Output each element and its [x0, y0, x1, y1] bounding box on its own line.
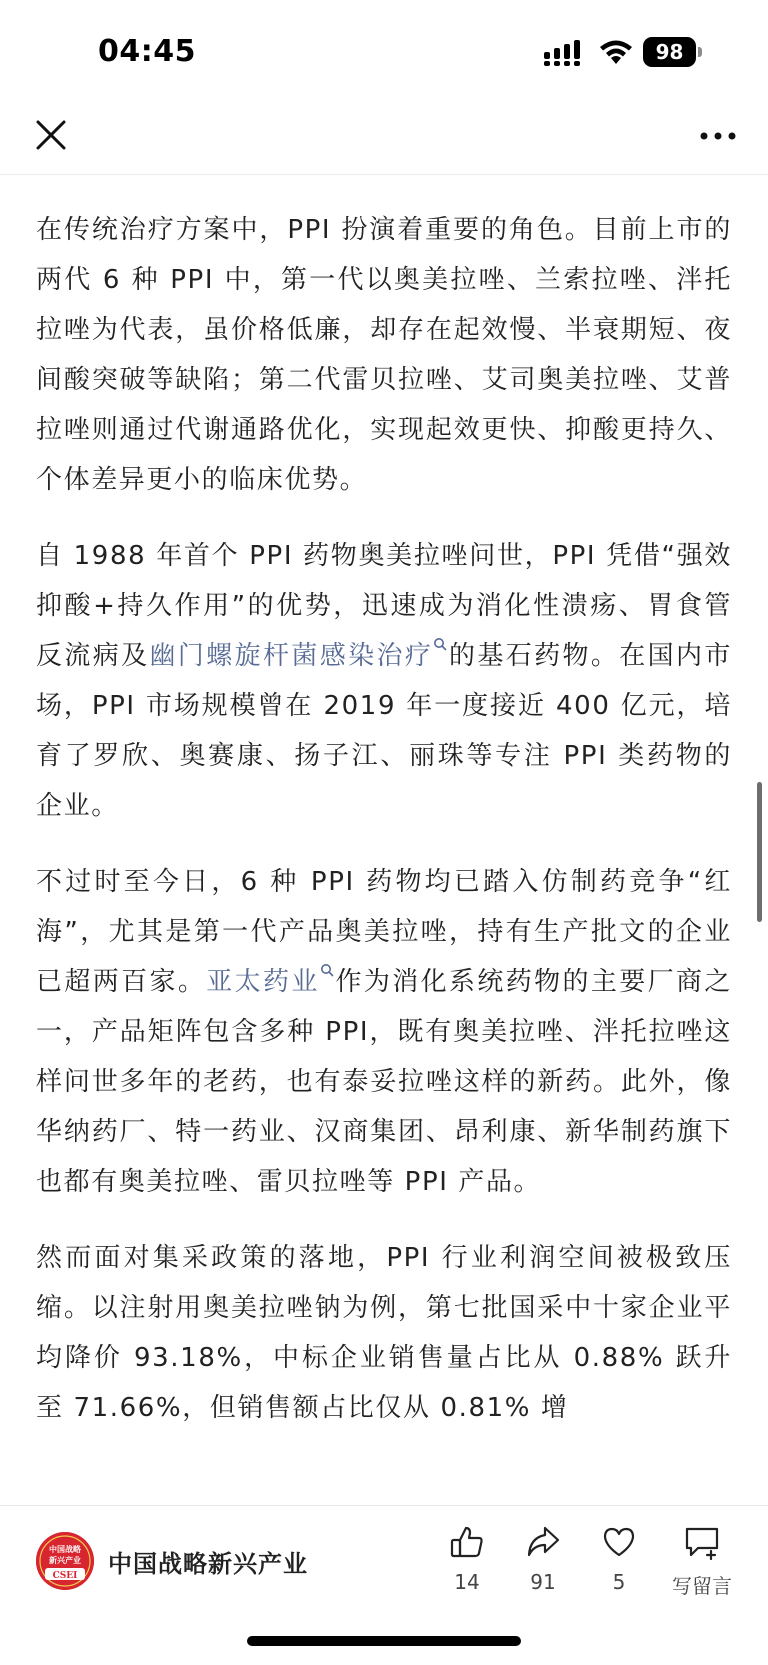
battery-icon — [643, 37, 703, 67]
status-time: 04:45 — [98, 34, 196, 69]
scrollbar-thumb[interactable] — [757, 782, 762, 922]
paragraph-3-text-b: 作为消化系统药物的主要厂商之一，产品矩阵包含多种 PPI，既有奥美拉唑、泮托拉唑这样问世多年的老药，也有泰妥拉唑这样的新药。此外，像华纳药厂、特一药业、汉商集团、昂利康、新华制药旗下也都有奥美拉唑、雷贝拉唑等 PPI 产品。 — [36, 967, 732, 1197]
heart-button[interactable] — [584, 1524, 654, 1594]
heart-icon — [601, 1524, 637, 1560]
signal-icon — [544, 40, 584, 66]
link-h-pylori-treatment[interactable]: 幽门螺旋杆菌感染治疗 — [149, 641, 434, 671]
close-icon[interactable] — [34, 118, 68, 152]
home-indicator[interactable] — [247, 1636, 521, 1646]
status-bar — [0, 0, 768, 100]
account-name[interactable]: 中国战略新兴产业 — [108, 1550, 308, 1578]
comment-icon — [682, 1524, 722, 1560]
logo-text-1: 中国战略 — [49, 1545, 81, 1554]
logo-text-3: CSEI — [52, 1571, 78, 1581]
paragraph-2-text-a: 自 1988 年首个 PPI 药物奥美拉唑问世，PPI 凭借“强效抑酸+持久作用”的优势，迅速成为消化性溃疡、胃食管反流病及 — [36, 541, 732, 671]
comment-button[interactable] — [662, 1524, 742, 1599]
logo-text-2: 新兴产业 — [49, 1556, 81, 1565]
thumbs-up-icon — [449, 1524, 485, 1560]
share-count: 91 — [530, 1570, 556, 1594]
paragraph-4: 然而面对集采政策的落地，PPI 行业利润空间被极致压缩。以注射用奥美拉唑钠为例，第七批国采中十家企业平均降价 93.18%，中标企业销售量占比从 0.88% 跃升至 71.66%，但销售额占比仅从 0.81% 增 — [36, 1243, 732, 1423]
paragraph-2 — [36, 531, 732, 831]
more-icon[interactable] — [698, 128, 738, 144]
nav-bar — [0, 100, 768, 175]
battery-tip — [698, 47, 702, 57]
wifi-icon — [598, 38, 634, 66]
heart-count: 5 — [612, 1570, 626, 1594]
comment-label: 写留言 — [672, 1574, 732, 1598]
search-icon[interactable] — [433, 637, 448, 655]
account-logo[interactable] — [36, 1532, 94, 1590]
paragraph-1: 在传统治疗方案中，PPI 扮演着重要的角色。目前上市的两代 6 种 PPI 中，第一代以奥美拉唑、兰索拉唑、泮托拉唑为代表，虽价格低廉，却存在起效慢、半衰期短、夜间酸突破等缺陷；第二代雷贝拉唑、艾司奥美拉唑、艾普拉唑则通过代谢通路优化，实现起效更快、抑酸更持久、个体差异更小的临床优势。 — [36, 215, 732, 495]
like-count: 14 — [454, 1570, 480, 1594]
like-button[interactable] — [432, 1524, 502, 1594]
share-button[interactable] — [508, 1524, 578, 1594]
share-icon — [525, 1524, 561, 1560]
battery-level: 98 — [643, 37, 696, 67]
link-yatai-pharma[interactable]: 亚太药业 — [206, 967, 320, 997]
search-icon[interactable] — [320, 963, 335, 981]
article-body — [36, 205, 732, 1459]
paragraph-2-text-b: 的基石药物。在国内市场，PPI 市场规模曾在 2019 年一度接近 400 亿元，培育了罗欣、奥赛康、扬子江、丽珠等专注 PPI 类药物的企业。 — [36, 641, 732, 821]
account-logo-graphic — [36, 1532, 94, 1590]
paragraph-3 — [36, 857, 732, 1207]
paragraph-3-text-a: 不过时至今日，6 种 PPI 药物均已踏入仿制药竞争“红海”，尤其是第一代产品奥美拉唑，持有生产批文的企业已超两百家。 — [36, 867, 732, 997]
